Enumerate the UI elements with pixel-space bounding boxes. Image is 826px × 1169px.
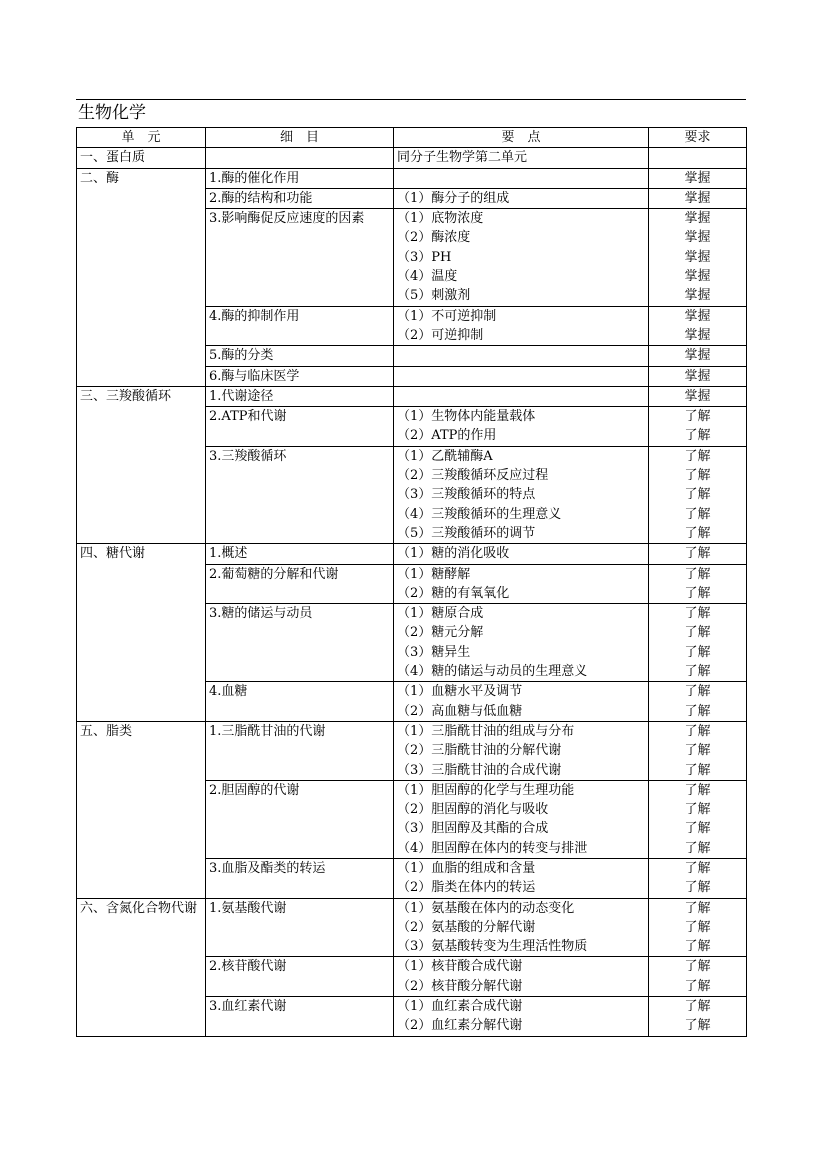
- requirement-cell: 了解: [649, 682, 747, 702]
- table-row: [77, 721, 747, 741]
- requirement-cell: 了解: [649, 918, 747, 937]
- requirement-cell: 掌握: [649, 326, 747, 346]
- requirement-cell: 了解: [649, 761, 747, 781]
- page-title: 生物化学: [78, 103, 146, 123]
- point-cell: （2）可逆抑制: [394, 326, 649, 346]
- item-cell: 3.三羧酸循环: [206, 446, 394, 543]
- point-cell: （1）酶分子的组成: [394, 188, 649, 208]
- point-cell: （1）不可逆抑制: [394, 306, 649, 326]
- point-cell: （2）糖元分解: [394, 623, 649, 642]
- item-cell: 4.血糖: [206, 682, 394, 722]
- item-cell: 2.葡萄糖的分解和代谢: [206, 564, 394, 604]
- point-cell: （3）PH: [394, 248, 649, 267]
- requirement-cell: 了解: [649, 544, 747, 564]
- item-cell: 3.影响酶促反应速度的因素: [206, 209, 394, 306]
- requirement-cell: 了解: [649, 780, 747, 800]
- point-cell: （2）氨基酸的分解代谢: [394, 918, 649, 937]
- point-cell: [394, 168, 649, 188]
- point-cell: （5）三羧酸循环的调节: [394, 524, 649, 544]
- item-cell: 1.代谢途径: [206, 386, 394, 406]
- point-cell: （2）三脂酰甘油的分解代谢: [394, 741, 649, 760]
- requirement-cell: 了解: [649, 957, 747, 977]
- top-rule: [76, 99, 746, 100]
- requirement-cell: 掌握: [649, 306, 747, 326]
- requirement-cell: 了解: [649, 997, 747, 1017]
- point-cell: （2）酶浓度: [394, 228, 649, 247]
- point-cell: （3）胆固醇及其酯的合成: [394, 819, 649, 838]
- requirement-cell: 掌握: [649, 228, 747, 247]
- point-cell: （2）脂类在体内的转运: [394, 878, 649, 898]
- requirement-cell: 了解: [649, 643, 747, 662]
- point-cell: （1）核苷酸合成代谢: [394, 957, 649, 977]
- unit-cell: 五、脂类: [77, 721, 206, 898]
- requirement-cell: 了解: [649, 426, 747, 446]
- point-cell: （4）三羧酸循环的生理意义: [394, 505, 649, 524]
- requirement-cell: 掌握: [649, 209, 747, 229]
- item-cell: 2.胆固醇的代谢: [206, 780, 394, 858]
- point-cell: （2）三羧酸循环反应过程: [394, 466, 649, 485]
- requirement-cell: 了解: [649, 898, 747, 918]
- item-cell: 1.氨基酸代谢: [206, 898, 394, 957]
- point-cell: （2）核苷酸分解代谢: [394, 977, 649, 997]
- requirement-cell: 了解: [649, 524, 747, 544]
- point-cell: （1）血脂的组成和含量: [394, 858, 649, 878]
- requirement-cell: 了解: [649, 466, 747, 485]
- item-cell: 1.酶的催化作用: [206, 168, 394, 188]
- requirement-cell: [649, 148, 747, 168]
- requirement-cell: 掌握: [649, 267, 747, 286]
- point-cell: （3）糖异生: [394, 643, 649, 662]
- requirement-cell: 了解: [649, 977, 747, 997]
- item-cell: 6.酶与临床医学: [206, 366, 394, 386]
- table-header-row: [77, 128, 747, 148]
- point-cell: （3）氨基酸转变为生理活性物质: [394, 937, 649, 957]
- point-cell: （2）糖的有氧氧化: [394, 584, 649, 604]
- requirement-cell: 了解: [649, 604, 747, 624]
- item-cell: 1.概述: [206, 544, 394, 564]
- point-cell: （1）生物体内能量载体: [394, 407, 649, 427]
- point-cell: （1）三脂酰甘油的组成与分布: [394, 721, 649, 741]
- requirement-cell: 掌握: [649, 366, 747, 386]
- syllabus-table: [76, 127, 747, 1037]
- point-cell: （1）糖的消化吸收: [394, 544, 649, 564]
- point-cell: （1）血糖水平及调节: [394, 682, 649, 702]
- table-row: [77, 168, 747, 188]
- point-cell: （1）血红素合成代谢: [394, 997, 649, 1017]
- requirement-cell: 了解: [649, 584, 747, 604]
- point-cell: （2）ATP的作用: [394, 426, 649, 446]
- point-cell: （1）糖原合成: [394, 604, 649, 624]
- requirement-cell: 了解: [649, 839, 747, 859]
- header-requirement: 要求: [649, 128, 747, 148]
- point-cell: [394, 366, 649, 386]
- point-cell: （5）刺激剂: [394, 286, 649, 306]
- requirement-cell: 了解: [649, 702, 747, 722]
- requirement-cell: 了解: [649, 858, 747, 878]
- requirement-cell: 了解: [649, 741, 747, 760]
- item-cell: 2.ATP和代谢: [206, 407, 394, 447]
- item-cell: 2.酶的结构和功能: [206, 188, 394, 208]
- point-cell: （2）胆固醇的消化与吸收: [394, 800, 649, 819]
- requirement-cell: 掌握: [649, 346, 747, 366]
- unit-cell: 三、三羧酸循环: [77, 386, 206, 543]
- item-cell: 2.核苷酸代谢: [206, 957, 394, 997]
- point-cell: （4）温度: [394, 267, 649, 286]
- point-cell: 同分子生物学第二单元: [394, 148, 649, 168]
- requirement-cell: 了解: [649, 407, 747, 427]
- requirement-cell: 掌握: [649, 286, 747, 306]
- requirement-cell: 了解: [649, 662, 747, 682]
- item-cell: 4.酶的抑制作用: [206, 306, 394, 346]
- header-item: 细 目: [206, 128, 394, 148]
- point-cell: [394, 386, 649, 406]
- point-cell: （1）糖酵解: [394, 564, 649, 584]
- requirement-cell: 掌握: [649, 168, 747, 188]
- table-row: [77, 898, 747, 918]
- item-cell: 1.三脂酰甘油的代谢: [206, 721, 394, 780]
- point-cell: （2）高血糖与低血糖: [394, 702, 649, 722]
- table-row: [77, 544, 747, 564]
- item-cell: 3.糖的储运与动员: [206, 604, 394, 682]
- point-cell: （1）乙酰辅酶A: [394, 446, 649, 466]
- requirement-cell: 了解: [649, 505, 747, 524]
- item-cell: 3.血脂及酯类的转运: [206, 858, 394, 898]
- table-row: [77, 386, 747, 406]
- table-body: [77, 148, 747, 1036]
- requirement-cell: 了解: [649, 485, 747, 504]
- item-cell: 5.酶的分类: [206, 346, 394, 366]
- point-cell: （4）胆固醇在体内的转变与排泄: [394, 839, 649, 859]
- requirement-cell: 了解: [649, 623, 747, 642]
- point-cell: （2）血红素分解代谢: [394, 1016, 649, 1036]
- requirement-cell: 了解: [649, 800, 747, 819]
- item-cell: 3.血红素代谢: [206, 997, 394, 1037]
- point-cell: （1）氨基酸在体内的动态变化: [394, 898, 649, 918]
- requirement-cell: 了解: [649, 819, 747, 838]
- point-cell: （1）胆固醇的化学与生理功能: [394, 780, 649, 800]
- item-cell: [206, 148, 394, 168]
- point-cell: （1）底物浓度: [394, 209, 649, 229]
- header-unit: 单 元: [77, 128, 206, 148]
- point-cell: （3）三羧酸循环的特点: [394, 485, 649, 504]
- requirement-cell: 了解: [649, 878, 747, 898]
- table-row: [77, 148, 747, 168]
- unit-cell: 一、蛋白质: [77, 148, 206, 168]
- requirement-cell: 掌握: [649, 386, 747, 406]
- unit-cell: 六、含氮化合物代谢: [77, 898, 206, 1036]
- requirement-cell: 了解: [649, 937, 747, 957]
- requirement-cell: 掌握: [649, 188, 747, 208]
- point-cell: [394, 346, 649, 366]
- point-cell: （4）糖的储运与动员的生理意义: [394, 662, 649, 682]
- unit-cell: 四、糖代谢: [77, 544, 206, 722]
- requirement-cell: 了解: [649, 1016, 747, 1036]
- unit-cell: 二、酶: [77, 168, 206, 386]
- requirement-cell: 了解: [649, 721, 747, 741]
- header-point: 要 点: [394, 128, 649, 148]
- requirement-cell: 了解: [649, 446, 747, 466]
- point-cell: （3）三脂酰甘油的合成代谢: [394, 761, 649, 781]
- requirement-cell: 了解: [649, 564, 747, 584]
- requirement-cell: 掌握: [649, 248, 747, 267]
